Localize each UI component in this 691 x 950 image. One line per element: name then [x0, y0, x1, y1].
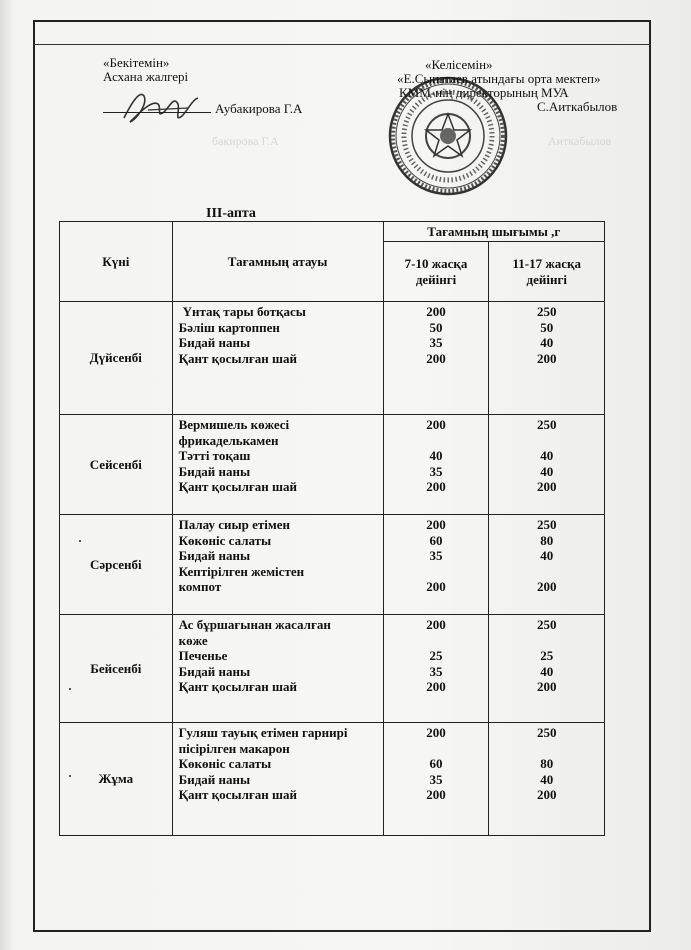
menu-table [59, 221, 605, 836]
school-name: «Е.Сыпатаев атындағы орта мектеп» [397, 71, 601, 86]
amount: 80 [540, 756, 554, 771]
amount: 40 [540, 663, 554, 679]
signature-line [103, 112, 211, 113]
dish-item: Көкөніс салаты [178, 756, 272, 771]
scan-speck [69, 775, 71, 777]
amounts-7-10 [383, 415, 489, 515]
agreement-label: «Келісемін» [425, 57, 493, 72]
amount: 50 [429, 319, 443, 335]
dish-item: Ас бұршағынан жасалған көже [178, 617, 331, 648]
amount: 40 [540, 463, 554, 479]
header-age-7-10: 7-10 жасқа дейінгі [383, 242, 489, 302]
top-divider [33, 44, 651, 45]
amount: 50 [540, 319, 554, 335]
dish-list [172, 615, 383, 723]
director-name: С.Аиткабылов [537, 99, 618, 114]
amount: 200 [426, 725, 446, 740]
amount: 25 [540, 648, 554, 663]
amount: 250 [536, 304, 557, 319]
dish-list [172, 515, 383, 615]
amount: 200 [426, 479, 446, 494]
amount: 200 [536, 579, 557, 594]
dish-item: Тәтті тоқаш [178, 448, 251, 463]
amount: 60 [429, 532, 443, 548]
dish-item: Бидай наны [178, 463, 251, 479]
bleed-through-text: бакирова Г.А [212, 134, 279, 148]
amount: 60 [429, 756, 443, 771]
signature-image [118, 82, 206, 132]
dish-item: Бәліш картоппен [178, 319, 280, 335]
header-day: Күні [60, 222, 173, 302]
scan-speck [69, 688, 71, 690]
amount: 200 [426, 679, 446, 694]
dish-item: Вермишель көжесі фрикаделькамен [178, 417, 290, 448]
dish-item: Қант қосылған шай [178, 350, 297, 366]
amount: 40 [429, 448, 443, 463]
approver-name: Аубакирова Г.А [215, 101, 303, 116]
approver-position: Асхана жалгері [103, 69, 189, 84]
table-row [60, 515, 605, 615]
amount: 250 [536, 417, 557, 432]
dish-item: Палау сиыр етімен [178, 517, 290, 532]
amounts-7-10 [383, 615, 489, 723]
dish-item: Гуляш тауық етімен гарнирі пісірілген макарон [178, 725, 348, 756]
day-cell: Дүйсенбі [60, 302, 173, 415]
table-row [60, 415, 605, 515]
dish-item: Қант қосылған шай [178, 679, 297, 694]
table-row [60, 723, 605, 836]
header-age-11-17: 11-17 жасқа дейінгі [489, 242, 605, 302]
amount: 250 [536, 517, 557, 532]
approval-block [103, 56, 188, 84]
table-row [60, 615, 605, 723]
scan-speck [79, 540, 81, 542]
dish-item: Көкөніс салаты [178, 532, 272, 548]
amounts-11-17 [489, 515, 605, 615]
amount: 40 [540, 548, 554, 563]
agreement-block [397, 58, 637, 114]
amount: 200 [426, 787, 446, 802]
amount: 80 [540, 532, 554, 548]
dish-item: Бидай наны [178, 771, 251, 787]
amount: 200 [426, 304, 446, 319]
amount: 35 [429, 548, 443, 563]
amount: 35 [429, 335, 443, 350]
dish-item: Бидай наны [178, 548, 251, 563]
amount: 200 [426, 517, 446, 532]
amounts-11-17 [489, 615, 605, 723]
approval-label: «Бекітемін» [103, 55, 170, 70]
dish-item: Бидай наны [178, 335, 251, 350]
amount: 35 [429, 771, 443, 787]
dish-item: Кептірілген жемістен компот [178, 563, 305, 594]
amount: 40 [540, 335, 554, 350]
amount: 200 [536, 679, 557, 694]
amount: 200 [426, 350, 446, 366]
amount: 250 [536, 725, 557, 740]
dish-list [172, 415, 383, 515]
amounts-11-17 [489, 302, 605, 415]
dish-list [172, 723, 383, 836]
amounts-7-10 [383, 302, 489, 415]
director-org: КММ-нің директорының МУА [399, 85, 569, 100]
amount: 200 [426, 617, 446, 632]
amount: 40 [540, 771, 554, 787]
amounts-11-17 [489, 723, 605, 836]
amount: 200 [536, 479, 557, 494]
amount: 250 [536, 617, 557, 632]
amount: 200 [426, 579, 446, 594]
day-cell: Сейсенбі [60, 415, 173, 515]
day-cell: Сәрсенбі [60, 515, 173, 615]
bleed-through-text: Аиткабылов [548, 134, 612, 148]
amount: 200 [536, 350, 557, 366]
header-dish: Тағамның атауы [172, 222, 383, 302]
day-cell: Жұма [60, 723, 173, 836]
amounts-7-10 [383, 723, 489, 836]
table-row [60, 302, 605, 415]
day-cell: Бейсенбі [60, 615, 173, 723]
dish-item: Қант қосылған шай [178, 479, 297, 494]
dish-item: Печенье [178, 648, 228, 663]
dish-item: Қант қосылған шай [178, 787, 297, 802]
amounts-7-10 [383, 515, 489, 615]
amount: 35 [429, 463, 443, 479]
amount: 200 [426, 417, 446, 432]
amount: 25 [429, 648, 443, 663]
header-yield: Тағамның шығымы ,г [383, 222, 604, 242]
dish-list [172, 302, 383, 415]
amounts-11-17 [489, 415, 605, 515]
amount: 35 [429, 663, 443, 679]
amount: 40 [540, 448, 554, 463]
amount: 200 [536, 787, 557, 802]
week-title: ІІІ-апта [206, 206, 256, 221]
dish-item: Бидай наны [178, 663, 251, 679]
dish-item: Үнтақ тары ботқасы [182, 304, 306, 319]
